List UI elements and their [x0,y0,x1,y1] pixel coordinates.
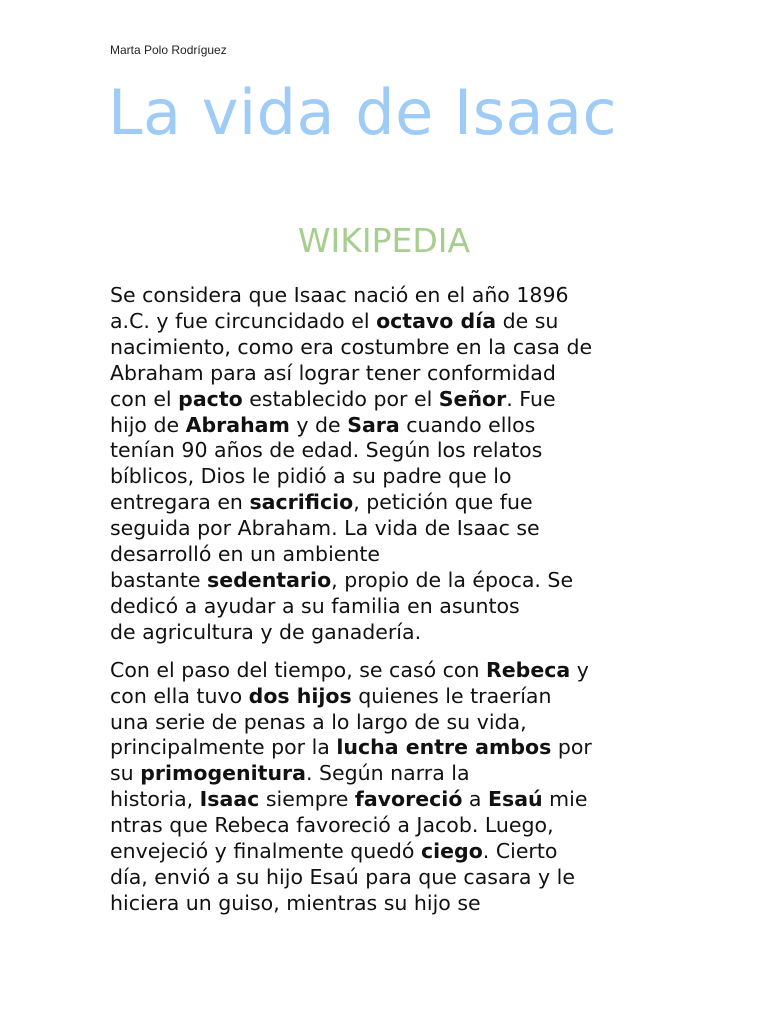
text-line [110,335,670,361]
text-line [110,309,670,335]
text-run: hijo de [110,412,186,437]
text-line [110,865,670,891]
text-run: con ella tuvo [110,683,249,708]
text-run: con el [110,386,179,411]
bold-text: primogenitura [140,761,306,786]
text-run: a [462,787,489,812]
text-line [110,516,670,542]
text-run: , petición que fue [353,490,533,515]
text-line [110,283,670,309]
bold-text: Sara [347,412,400,437]
text-run: entregara en [110,490,250,515]
text-line [110,464,670,490]
author-name: Marta Polo Rodríguez [110,43,227,57]
bold-text: pacto [178,386,243,411]
bold-text: Rebeca [485,657,571,682]
text-line [110,387,670,413]
paragraph-2 [110,658,670,917]
text-line [110,490,670,516]
text-line [110,787,670,813]
text-run: de su [496,308,559,333]
text-run: ntras que Rebeca favoreció a Jacob. Luego, [110,813,554,838]
text-run: siempre [259,787,355,812]
text-run: establecido por el [242,386,439,411]
bold-text: sedentario [207,567,332,592]
text-line [110,735,670,761]
text-line [110,710,670,736]
bold-text: favoreció [354,787,463,812]
text-run: nacimiento, como era costumbre en la casa de [110,334,593,359]
bold-text: ciego [420,839,483,864]
text-line [110,568,670,594]
text-line [110,839,670,865]
text-line [110,438,670,464]
text-run: . Fue [506,386,556,411]
text-run: tenían 90 años de edad. Según los relatos [110,438,543,463]
text-run: a.C. y fue circuncidado el [110,308,377,333]
text-run: quienes le traerían [351,683,552,708]
text-run: , propio de la época. Se [331,567,574,592]
bold-text: dos hijos [248,683,352,708]
bold-text: Señor [438,386,507,411]
text-run: historia, [110,787,200,812]
bold-text: Isaac [199,787,260,812]
text-run: Abraham para así lograr tener conformidad [110,360,556,385]
text-run: seguida por Abraham. La vida de Isaac se [110,516,540,541]
document-title: La vida de Isaac [108,76,618,149]
text-line [110,658,670,684]
bold-text: Abraham [185,412,290,437]
text-run: Con el paso del tiempo, se casó con [110,657,486,682]
text-run: envejeció y finalmente quedó [110,839,421,864]
text-run: día, envió a su hijo Esaú para que casara y le [110,864,575,889]
text-run: por [551,735,592,760]
text-run: mie [542,787,588,812]
text-run: desarrolló en un ambiente [110,542,381,567]
text-run: . Cierto [482,839,558,864]
text-line [110,542,670,568]
text-line [110,891,670,917]
text-run: bastante [110,567,208,592]
document-subtitle: WIKIPEDIA [297,221,471,260]
text-line [110,813,670,839]
text-run: principalmente por la [110,735,337,760]
text-run: . Según narra la [306,761,470,786]
text-run: de agricultura y de ganadería. [110,619,422,644]
paragraph-1 [110,283,670,646]
text-run: su [110,761,141,786]
text-line [110,684,670,710]
text-run: y de [289,412,348,437]
text-run: dedicó a ayudar a su familia en asuntos [110,593,520,618]
text-line [110,594,670,620]
text-line [110,761,670,787]
text-line [110,413,670,439]
text-run: bíblicos, Dios le pidió a su padre que lo [110,464,512,489]
text-run: y [570,657,589,682]
text-run: una serie de penas a lo largo de su vida, [110,709,527,734]
bold-text: sacrificio [249,490,354,515]
bold-text: Esaú [488,787,543,812]
text-line [110,620,670,646]
text-run: Se considera que Isaac nació en el año 1896 [110,283,569,307]
bold-text: lucha entre ambos [336,735,552,760]
text-line [110,361,670,387]
text-run: hiciera un guiso, mientras su hijo se [110,890,481,915]
text-run: cuando ellos [399,412,536,437]
bold-text: octavo día [376,308,497,333]
document-body [110,283,670,917]
